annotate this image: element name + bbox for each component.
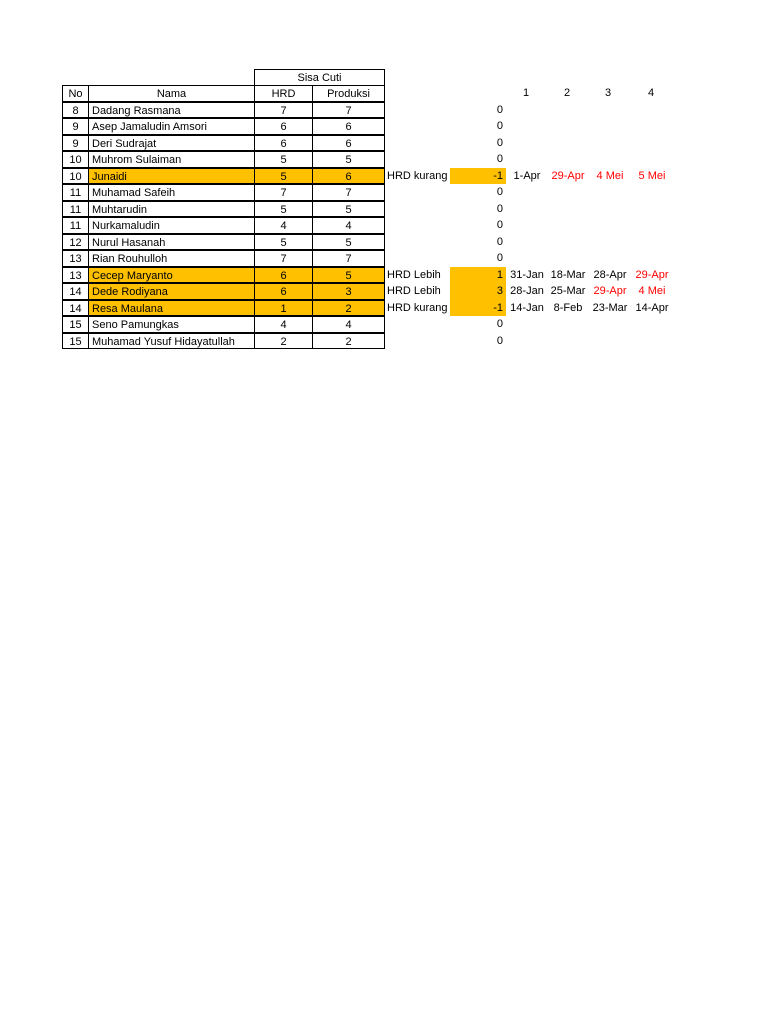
cell-diff[interactable]: 0	[496, 219, 503, 231]
cell-note[interactable]: HRD kurang	[387, 301, 448, 314]
cell-nama[interactable]: Muhrom Sulaiman	[88, 151, 255, 168]
cell-date-1[interactable]: 14-Jan	[510, 301, 544, 314]
cell-diff[interactable]: 0	[496, 252, 503, 264]
cell-no[interactable]: 11	[62, 184, 89, 201]
cell-produksi[interactable]: 7	[312, 102, 385, 119]
cell-produksi[interactable]: 4	[312, 217, 385, 234]
cell-nama[interactable]: Dadang Rasmana	[88, 102, 255, 119]
cell-no[interactable]: 9	[62, 118, 89, 135]
cell-note[interactable]: HRD Lebih	[387, 268, 441, 281]
cell-produksi[interactable]: 4	[312, 316, 385, 333]
cell-no[interactable]: 10	[62, 168, 89, 185]
cell-no[interactable]: 13	[62, 267, 89, 284]
cell-produksi[interactable]: 2	[312, 300, 385, 317]
cell-produksi[interactable]: 5	[312, 267, 385, 284]
cell-produksi[interactable]: 7	[312, 250, 385, 267]
cell-diff[interactable]: -1	[450, 168, 506, 185]
cell-nama[interactable]: Seno Pamungkas	[88, 316, 255, 333]
cell-hrd[interactable]: 4	[254, 217, 313, 234]
cell-no[interactable]: 8	[62, 102, 89, 119]
cell-hrd[interactable]: 2	[254, 333, 313, 350]
cell-hrd[interactable]: 5	[254, 234, 313, 251]
cell-hrd[interactable]: 6	[254, 135, 313, 152]
cell-date-3[interactable]: 23-Mar	[592, 301, 628, 314]
header-date-1[interactable]: 1	[522, 87, 530, 99]
cell-note[interactable]: HRD kurang	[387, 169, 448, 182]
cell-hrd[interactable]: 7	[254, 184, 313, 201]
cell-nama[interactable]: Deri Sudrajat	[88, 135, 255, 152]
header-produksi[interactable]: Produksi	[312, 85, 385, 102]
cell-hrd[interactable]: 5	[254, 168, 313, 185]
cell-produksi[interactable]: 2	[312, 333, 385, 350]
cell-no[interactable]: 12	[62, 234, 89, 251]
cell-date-4[interactable]: 29-Apr	[635, 268, 669, 281]
cell-no[interactable]: 14	[62, 300, 89, 317]
cell-produksi[interactable]: 5	[312, 151, 385, 168]
header-date-4[interactable]: 4	[647, 87, 655, 99]
cell-date-2[interactable]: 8-Feb	[553, 301, 583, 314]
cell-date-1[interactable]: 1-Apr	[513, 169, 541, 182]
cell-diff[interactable]: 0	[496, 318, 503, 330]
header-no[interactable]: No	[62, 85, 89, 102]
cell-diff[interactable]: 0	[496, 120, 503, 132]
cell-produksi[interactable]: 6	[312, 135, 385, 152]
cell-hrd[interactable]: 7	[254, 250, 313, 267]
cell-nama[interactable]: Rian Rouhulloh	[88, 250, 255, 267]
header-nama[interactable]: Nama	[88, 85, 255, 102]
cell-date-3[interactable]: 28-Apr	[593, 268, 627, 281]
cell-diff[interactable]: 0	[496, 186, 503, 198]
cell-produksi[interactable]: 5	[312, 201, 385, 218]
header-sisa-cuti[interactable]: Sisa Cuti	[254, 69, 385, 86]
cell-diff[interactable]: 0	[496, 136, 503, 149]
cell-hrd[interactable]: 5	[254, 201, 313, 218]
cell-hrd[interactable]: 4	[254, 316, 313, 333]
cell-hrd[interactable]: 1	[254, 300, 313, 317]
cell-date-4[interactable]: 14-Apr	[635, 301, 669, 314]
cell-diff[interactable]: 0	[496, 334, 503, 347]
cell-nama[interactable]: Muhtarudin	[88, 201, 255, 218]
cell-nama[interactable]: Asep Jamaludin Amsori	[88, 118, 255, 135]
cell-hrd[interactable]: 7	[254, 102, 313, 119]
cell-hrd[interactable]: 6	[254, 118, 313, 135]
cell-no[interactable]: 11	[62, 217, 89, 234]
cell-note[interactable]: HRD Lebih	[387, 285, 441, 297]
cell-produksi[interactable]: 6	[312, 168, 385, 185]
cell-nama[interactable]: Resa Maulana	[88, 300, 255, 317]
cell-nama[interactable]: Cecep Maryanto	[88, 267, 255, 284]
cell-diff[interactable]: -1	[450, 300, 506, 317]
cell-date-2[interactable]: 29-Apr	[551, 169, 585, 182]
header-date-3[interactable]: 3	[604, 87, 612, 99]
cell-date-3[interactable]: 29-Apr	[593, 285, 627, 297]
cell-date-4[interactable]: 5 Mei	[638, 169, 666, 182]
cell-diff[interactable]: 0	[496, 235, 503, 248]
cell-nama[interactable]: Muhamad Safeih	[88, 184, 255, 201]
cell-no[interactable]: 13	[62, 250, 89, 267]
cell-diff[interactable]: 0	[496, 103, 503, 116]
cell-date-3[interactable]: 4 Mei	[596, 169, 624, 182]
cell-date-2[interactable]: 18-Mar	[550, 268, 586, 281]
cell-diff[interactable]: 0	[496, 153, 503, 165]
cell-date-2[interactable]: 25-Mar	[550, 285, 586, 297]
cell-nama[interactable]: Nurkamaludin	[88, 217, 255, 234]
cell-nama[interactable]: Dede Rodiyana	[88, 283, 255, 300]
cell-date-1[interactable]: 28-Jan	[510, 285, 544, 297]
cell-produksi[interactable]: 7	[312, 184, 385, 201]
cell-produksi[interactable]: 3	[312, 283, 385, 300]
cell-no[interactable]: 9	[62, 135, 89, 152]
cell-no[interactable]: 14	[62, 283, 89, 300]
cell-hrd[interactable]: 6	[254, 267, 313, 284]
cell-no[interactable]: 11	[62, 201, 89, 218]
header-hrd[interactable]: HRD	[254, 85, 313, 102]
cell-diff[interactable]: 0	[496, 202, 503, 215]
cell-no[interactable]: 10	[62, 151, 89, 168]
cell-hrd[interactable]: 5	[254, 151, 313, 168]
cell-date-1[interactable]: 31-Jan	[510, 268, 544, 281]
cell-hrd[interactable]: 6	[254, 283, 313, 300]
cell-diff[interactable]: 1	[450, 267, 506, 284]
cell-produksi[interactable]: 6	[312, 118, 385, 135]
cell-nama[interactable]: Nurul Hasanah	[88, 234, 255, 251]
cell-nama[interactable]: Muhamad Yusuf Hidayatullah	[88, 333, 255, 350]
cell-nama[interactable]: Junaidi	[88, 168, 255, 185]
cell-produksi[interactable]: 5	[312, 234, 385, 251]
header-date-2[interactable]: 2	[563, 87, 571, 99]
cell-diff[interactable]: 3	[450, 283, 506, 300]
cell-date-4[interactable]: 4 Mei	[638, 285, 666, 297]
cell-no[interactable]: 15	[62, 316, 89, 333]
cell-no[interactable]: 15	[62, 333, 89, 350]
